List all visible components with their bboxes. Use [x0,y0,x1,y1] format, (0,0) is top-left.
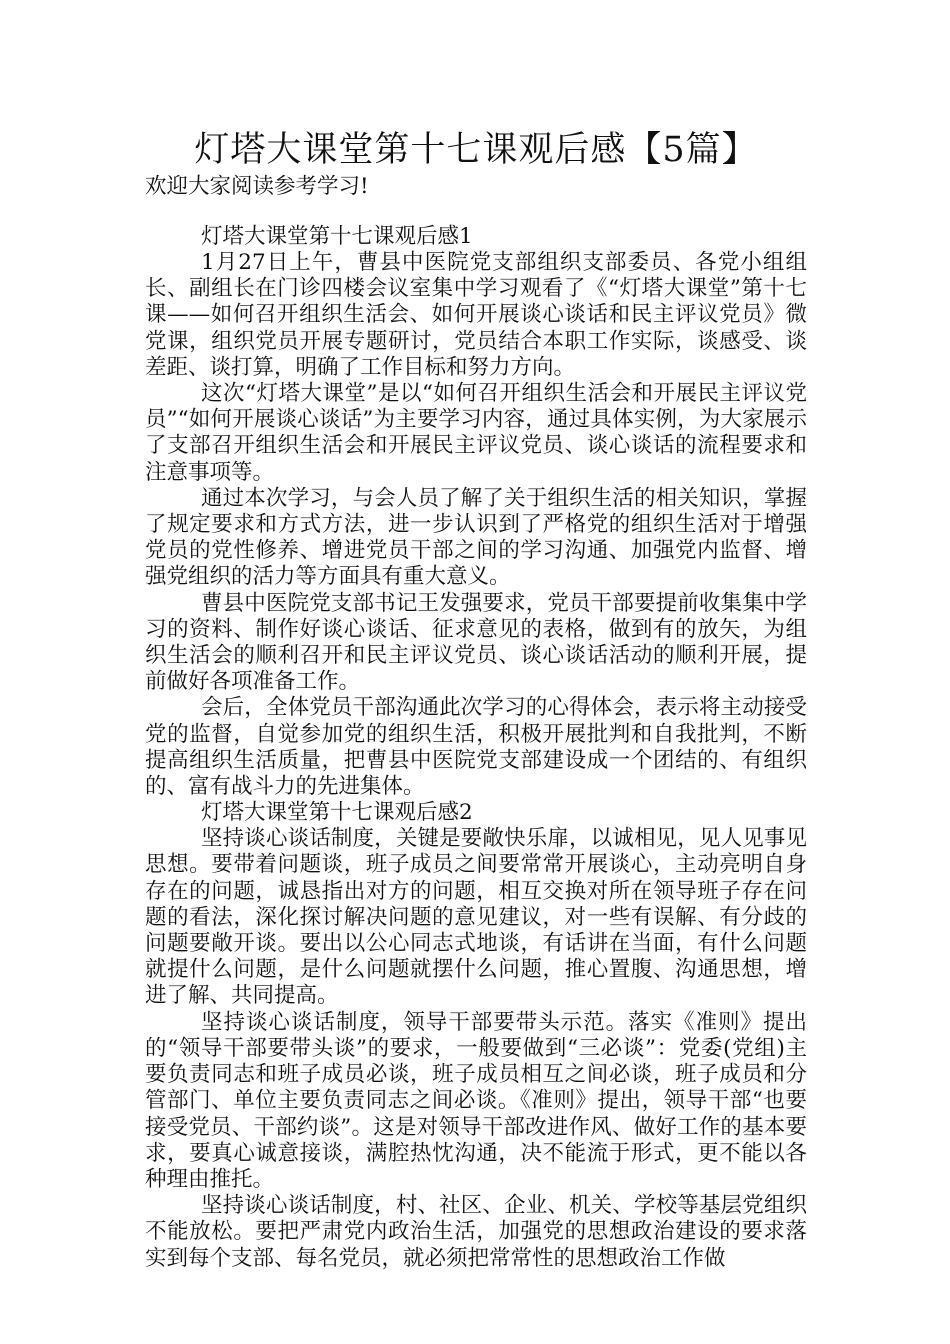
intro-text: 欢迎大家阅读参考学习! [145,174,369,199]
section-heading: 灯塔大课堂第十七课观后感1 [201,224,473,249]
paragraph: 通过本次学习，与会人员了解了关于组织生活的相关知识，掌握了规定要求和方式方法，进一步认识到了严格党的组织生活对于增强党员的党性修养、增进党员干部之间的学习沟通、加强党内监督、增强党组织的活力等方面具有重大意义。 [145,485,807,590]
document-title: 灯塔大课堂第十七课观后感【5篇】 [194,130,758,170]
section-1 [145,224,807,800]
paragraph: 坚持谈心谈话制度，领导干部要带头示范。落实《准则》提出的“领导干部要带头谈”的要求，一般要做到“三必谈”：党委(党组)主要负责同志和班子成员必谈，班子成员相互之间必谈，班子成员和分管部门、单位主要负责同志之间必谈。《准则》提出，领导干部“也要接受党员、干部约谈”。这是对领导干部改进作风、做好工作的基本要求，要真心诚意接谈，满腔热忱沟通，决不能流于形式，更不能以各种理由推托。 [145,1009,807,1192]
paragraph: 坚持谈心谈话制度，村、社区、企业、机关、学校等基层党组织不能放松。要把严肃党内政治生活，加强党的思想政治建设的要求落实到每个支部、每名党员，就必须把常常性的思想政治工作做 [145,1193,807,1271]
paragraph: 1月27日上午，曹县中医院党支部组织支部委员、各党小组组长、副组长在门诊四楼会议室集中学习观看了《“灯塔大课堂”第十七课——如何召开组织生活会、如何开展谈心谈话和民主评议党员》微党课，组织党员开展专题研讨，党员结合本职工作实际，谈感受、谈差距、谈打算，明确了工作目标和努力方向。 [145,250,807,380]
document-page [145,128,807,1272]
section-2 [145,800,807,1271]
paragraph: 坚持谈心谈话制度，关键是要敞快乐扉，以诚相见，见人见事见思想。要带着问题谈，班子成员之间要常常开展谈心，主动亮明自身存在的问题，诚恳指出对方的问题，相互交换对所在领导班子存在问题的看法，深化探讨解决问题的意见建议，对一些有误解、有分歧的问题要敞开谈。要出以公心同志式地谈，有话讲在当面，有什么问题就提什么问题，是什么问题就摆什么问题，推心置腹、沟通思想，增进了解、共同提高。 [145,826,807,1009]
paragraph: 曹县中医院党支部书记王发强要求，党员干部要提前收集集中学习的资料、制作好谈心谈话、征求意见的表格，做到有的放矢，为组织生活会的顺利召开和民主评议党员、谈心谈话活动的顺利开展，提前做好各项准备工作。 [145,590,807,695]
section-heading: 灯塔大课堂第十七课观后感2 [201,800,473,826]
paragraph: 这次“灯塔大课堂”是以“如何召开组织生活会和开展民主评议党员”“如何开展谈心谈话”为主要学习内容，通过具体实例，为大家展示了支部召开组织生活会和开展民主评议党员、谈心谈话的流程要求和注意事项等。 [145,381,807,485]
paragraph: 会后，全体党员干部沟通此次学习的心得体会，表示将主动接受党的监督，自觉参加党的组织生活，积极开展批判和自我批判，不断提高组织生活质量，把曹县中医院党支部建设成一个团结的、有组织的、富有战斗力的先进集体。 [145,695,807,800]
